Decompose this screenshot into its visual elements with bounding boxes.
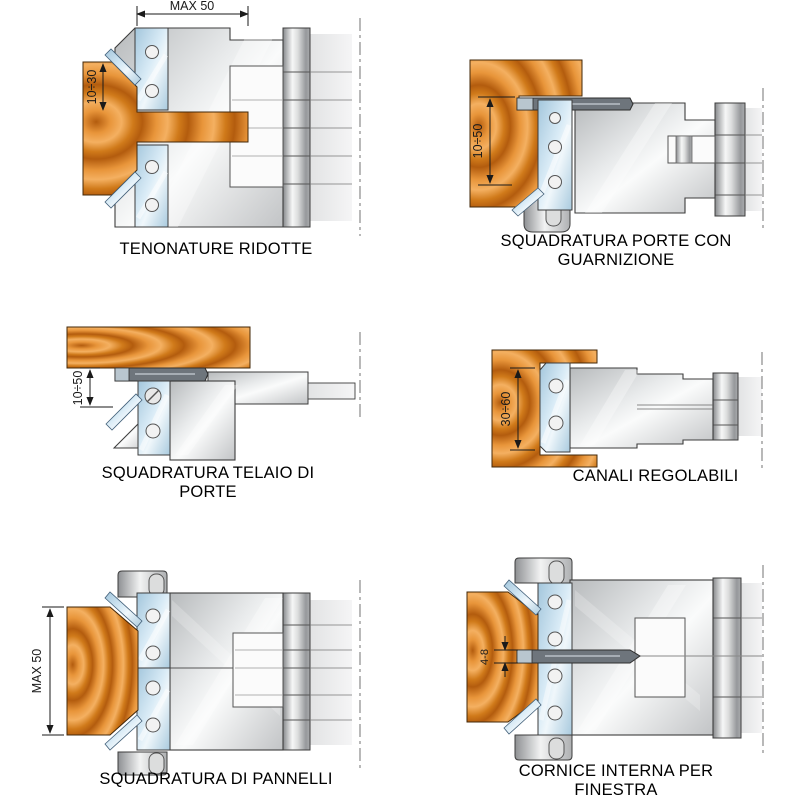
- knife-hole: [549, 141, 562, 154]
- caption-line: CORNICE INTERNA PER: [518, 762, 714, 780]
- caption-line: SQUADRATURA PORTE CON: [500, 232, 732, 250]
- arbor-fade: [741, 583, 762, 733]
- knife-block: [540, 363, 570, 452]
- knife-hole: [548, 669, 562, 683]
- knife-hole: [146, 609, 160, 623]
- knife-hole: [548, 595, 562, 609]
- knife-hole: [146, 681, 160, 695]
- knife-hole: [146, 424, 160, 438]
- wood-workpiece: [67, 327, 250, 368]
- spacer-stack: [283, 593, 310, 750]
- dimension-label: 4-8: [479, 649, 491, 665]
- panel-squadratura-telaio-di-porte: [67, 327, 360, 460]
- recess-spacer: [676, 136, 692, 163]
- dimension-label: MAX 50: [169, 0, 215, 13]
- spacer-stack: [713, 578, 741, 738]
- caption-line: GUARNIZIONE: [557, 251, 675, 270]
- panel-squadratura-porte-con-guarnizione: [470, 60, 763, 232]
- dimension-label: 10÷50: [71, 370, 85, 406]
- caption-line: TENONATURE RIDOTTE: [119, 240, 313, 258]
- dimension-10-50: [71, 368, 113, 407]
- spacer-stack: [713, 373, 738, 440]
- dimension-label: 10÷50: [471, 123, 485, 159]
- panel-canali-regolabili: [492, 350, 762, 468]
- arbor-fade: [310, 600, 352, 745]
- dimension-max50: [30, 607, 64, 735]
- knife-hole: [549, 416, 563, 430]
- knife-hole: [146, 718, 160, 732]
- dimension-label: 10÷30: [85, 69, 99, 105]
- knife-hole: [146, 85, 159, 98]
- panel-caption: [430, 232, 800, 271]
- dimension-max50: [137, 0, 248, 26]
- arbor-bar: [308, 383, 355, 399]
- groover-tip: [517, 98, 533, 110]
- knife-hole: [549, 379, 563, 393]
- knife-hole: [548, 706, 562, 720]
- groover-tip: [115, 368, 129, 381]
- arbor-fade: [738, 377, 762, 436]
- spindle-slot: [549, 738, 564, 759]
- body-recess: [233, 633, 283, 707]
- knife-block-bottom: [137, 668, 170, 750]
- groover-tip: [517, 650, 532, 663]
- caption-line: CANALI REGOLABILI: [572, 467, 739, 485]
- panel-caption: [28, 464, 388, 503]
- spindle-slot: [549, 561, 564, 584]
- panel-cornice-interna-per-finestra: [467, 558, 763, 760]
- knife-hole: [548, 632, 562, 646]
- knife-hole: [146, 46, 159, 59]
- arbor-fade: [745, 108, 762, 211]
- caption-line: SQUADRATURA DI PANNELLI: [99, 770, 333, 788]
- panel-squadratura-di-pannelli: [30, 571, 360, 775]
- knife-block-bottom: [135, 145, 168, 227]
- knife-hole: [146, 161, 159, 174]
- knife-block-top: [135, 28, 168, 110]
- knife-block-top: [137, 593, 170, 668]
- caption-line: FINESTRA: [574, 781, 658, 800]
- panel-tenonature-ridotte: [83, 0, 360, 236]
- panel-caption: [430, 762, 800, 800]
- dimension-label: MAX 50: [30, 648, 44, 694]
- knife-hole: [550, 113, 561, 124]
- panel-caption: [30, 770, 402, 789]
- panel-caption: [468, 467, 800, 486]
- wood-workpiece: [67, 607, 138, 735]
- body-recess: [635, 618, 685, 697]
- knife-block: [138, 381, 170, 455]
- knife-hole: [146, 199, 159, 212]
- arbor-fade: [310, 34, 352, 221]
- caption-line: SQUADRATURA TELAIO DI: [101, 464, 315, 482]
- bevel-knife: [106, 394, 142, 430]
- knife-hole: [146, 646, 160, 660]
- panel-caption: [30, 240, 402, 259]
- spacer-stack: [715, 103, 745, 216]
- caption-line: PORTE: [179, 483, 237, 502]
- knife-hole: [549, 176, 562, 189]
- dimension-label: 30÷60: [499, 391, 513, 427]
